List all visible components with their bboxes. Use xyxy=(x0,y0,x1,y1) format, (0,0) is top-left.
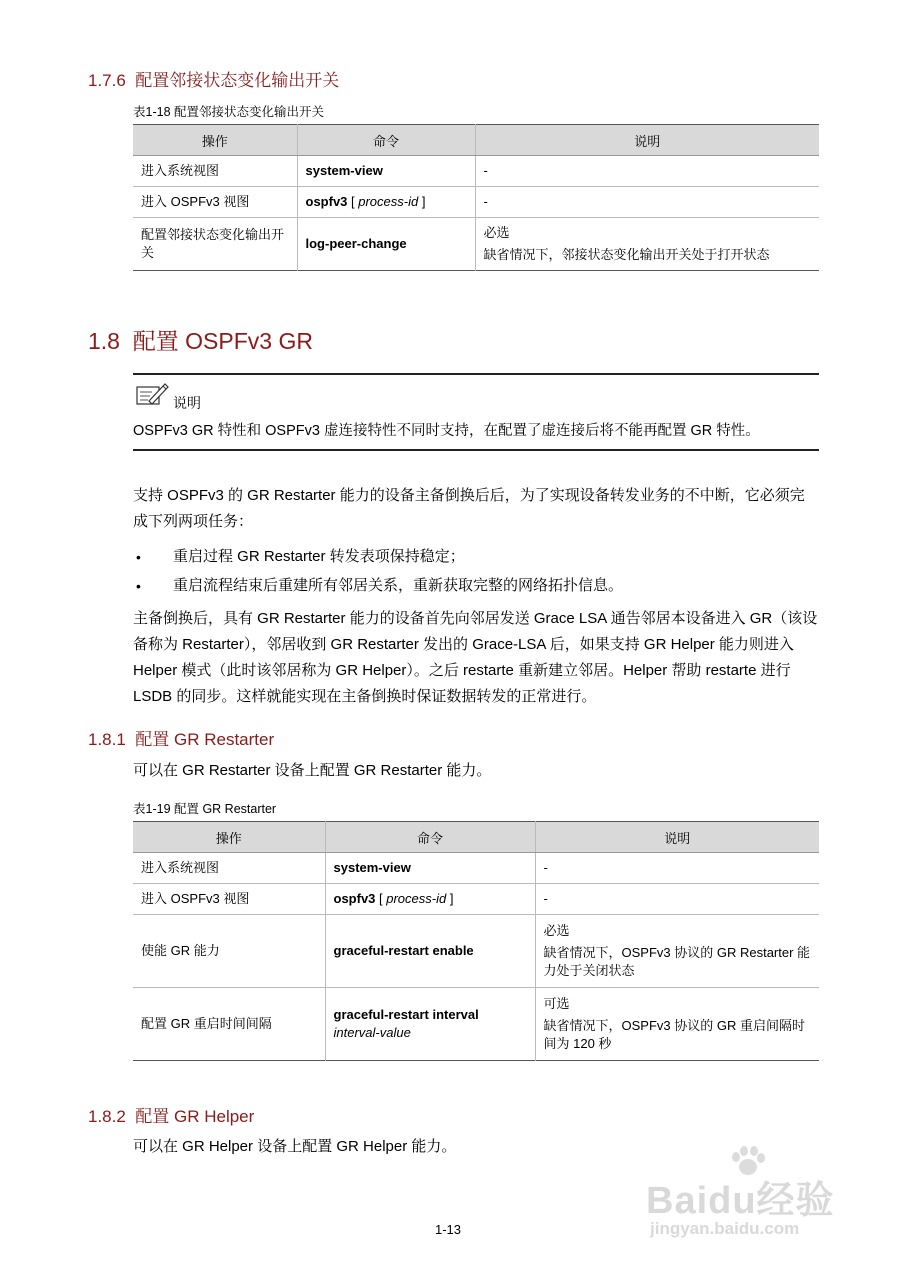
page-number: 1-13 xyxy=(435,1222,462,1237)
column-header: 操作 xyxy=(133,822,325,853)
intro-paragraph: 支持 OSPFv3 的 GR Restarter 能力的设备主备倒换后后，为了实现设备转发业务的不中断，它必须完成下列两项任务： xyxy=(133,487,805,530)
cmd-cell: graceful-restart enable xyxy=(325,915,535,988)
watermark-brand: Baidu经验 xyxy=(646,1180,835,1222)
bullet-dot-icon: • xyxy=(136,549,141,565)
section-title: 配置 GR Helper xyxy=(135,1107,255,1126)
cmd-bracket: [ xyxy=(347,194,359,209)
table-row xyxy=(133,915,819,988)
desc-requirement: 可选 xyxy=(543,996,570,1011)
cmd-bracket: ] xyxy=(446,891,454,906)
table-row xyxy=(133,853,819,884)
note-text: OSPFv3 GR 特性和 OSPFv3 虚连接特性不同时支持，在配置了虚连接后将不能再配置 GR 特性。 xyxy=(133,423,760,439)
desc-text: 缺省情况下，邻接状态变化输出开关处于打开状态 xyxy=(483,247,770,262)
bullet-item: 重启流程结束后重建所有邻居关系，重新获取完整的网络拓扑信息。 xyxy=(173,577,624,594)
cmd-keyword: ospfv3 xyxy=(305,194,348,209)
column-header: 命令 xyxy=(325,822,535,853)
desc-cell: - xyxy=(475,156,819,187)
desc-text: 缺省情况下，OSPFv3 协议的 GR Restarter 能力处于关闭状态 xyxy=(543,945,811,978)
table-caption: 表1-18 配置邻接状态变化输出开关 xyxy=(133,105,324,119)
desc-cell: - xyxy=(535,853,819,884)
op-cell: 进入系统视图 xyxy=(133,156,297,187)
column-header: 操作 xyxy=(133,125,297,156)
table-row xyxy=(133,884,819,915)
column-header: 说明 xyxy=(475,125,819,156)
table-row xyxy=(133,988,819,1061)
desc-cell xyxy=(535,988,819,1061)
desc-cell xyxy=(535,915,819,988)
section-description: 可以在 GR Restarter 设备上配置 GR Restarter 能力。 xyxy=(133,762,492,779)
section-number: 1.8.2 xyxy=(88,1107,126,1126)
cmd-bracket: ] xyxy=(418,194,426,209)
op-cell: 进入 OSPFv3 视图 xyxy=(133,187,297,218)
column-header: 说明 xyxy=(535,822,819,853)
desc-cell: - xyxy=(535,884,819,915)
cmd-cell xyxy=(325,988,535,1061)
cmd-cell xyxy=(325,884,535,915)
section-heading-1-8 xyxy=(88,323,313,356)
table-row xyxy=(133,187,819,218)
cmd-argument: interval-value xyxy=(333,1025,411,1040)
desc-cell xyxy=(475,218,819,271)
table-header-row xyxy=(133,822,819,853)
cmd-bracket: [ xyxy=(375,891,387,906)
table-row xyxy=(133,156,819,187)
op-cell: 使能 GR 能力 xyxy=(133,915,325,988)
watermark-url: jingyan.baidu.com xyxy=(650,1219,800,1238)
desc-text: 缺省情况下，OSPFv3 协议的 GR 重启间隔时间为 120 秒 xyxy=(543,1018,805,1051)
table-1-19 xyxy=(133,821,819,1061)
note-label: 说明 xyxy=(173,395,201,411)
desc-cell: - xyxy=(475,187,819,218)
op-cell: 配置 GR 重启时间间隔 xyxy=(133,988,325,1061)
section-description: 可以在 GR Helper 设备上配置 GR Helper 能力。 xyxy=(133,1138,457,1155)
bullet-dot-icon: • xyxy=(136,578,141,594)
cmd-cell: system-view xyxy=(325,853,535,884)
cmd-cell: log-peer-change xyxy=(297,218,475,271)
bullet-item: 重启过程 GR Restarter 转发表项保持稳定； xyxy=(173,548,465,565)
table-1-18 xyxy=(133,124,819,271)
op-cell: 配置邻接状态变化输出开关 xyxy=(133,218,297,271)
desc-requirement: 必选 xyxy=(543,923,570,938)
note-pencil-icon xyxy=(135,381,169,412)
column-header: 命令 xyxy=(297,125,475,156)
section-number: 1.8 xyxy=(88,328,120,354)
section-title: 配置邻接状态变化输出开关 xyxy=(135,71,340,90)
op-cell: 进入 OSPFv3 视图 xyxy=(133,884,325,915)
cmd-argument: process-id xyxy=(386,891,447,906)
table-caption: 表1-19 配置 GR Restarter xyxy=(133,802,277,816)
op-cell: 进入系统视图 xyxy=(133,853,325,884)
body-paragraph: 主备倒换后，具有 GR Restarter 能力的设备首先向邻居发送 Grace LSA 通告邻居本设备进入 GR（该设备称为 Restarter），邻居收到 GR Restarter 发出的 Grace-LSA 后，如果支持 GR Helper 能力则进入 Helper 模式（此时该邻居称为 GR Helper）。之后 restarte 重新建立邻居。Helper 帮助 restarte 进行 LSDB 的同步。这样就能实现在主备倒换时保证数据转发的正常进行。 xyxy=(133,610,818,705)
note-box xyxy=(133,373,819,451)
cmd-keyword: graceful-restart interval xyxy=(333,1007,479,1022)
cmd-cell xyxy=(297,187,475,218)
section-title: 配置 GR Restarter xyxy=(135,730,275,749)
section-number: 1.7.6 xyxy=(88,71,126,90)
section-heading-1-8-2 xyxy=(88,1102,254,1127)
table-row xyxy=(133,218,819,271)
section-heading-1-7-6 xyxy=(88,66,339,91)
section-heading-1-8-1 xyxy=(88,725,274,750)
table-header-row xyxy=(133,125,819,156)
cmd-cell: system-view xyxy=(297,156,475,187)
section-number: 1.8.1 xyxy=(88,730,126,749)
section-title: 配置 OSPFv3 GR xyxy=(132,328,313,354)
cmd-keyword: ospfv3 xyxy=(333,891,376,906)
baidu-watermark xyxy=(642,1145,852,1255)
desc-requirement: 必选 xyxy=(483,225,510,240)
cmd-argument: process-id xyxy=(358,194,419,209)
